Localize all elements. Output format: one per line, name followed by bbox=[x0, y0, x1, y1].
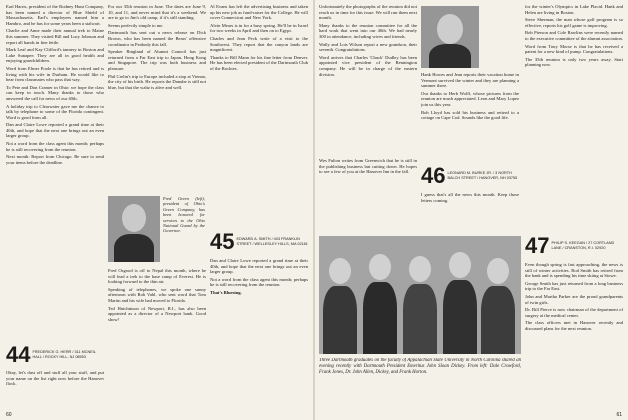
paragraph: Word arrives that Charles 'Chuck' Dudley has been appointed vice president of the Bennington company. He will be in charge of the eastern division. bbox=[319, 54, 417, 77]
paragraph: Alvin Mears is in for a busy spring. He'll be in Israel for two weeks in April and then on to Egypt. bbox=[210, 22, 308, 34]
paragraph: For our 35th reunion in June. The dates are June 9, 10, and 11, and never mind that it's a weekend. We are to go to Jim's old camp, if it's still standing. bbox=[108, 4, 206, 21]
left-page bbox=[0, 0, 313, 420]
paragraph: Wally and Lois Wilson report a new grandson, their seventh. Congratulations. bbox=[319, 41, 417, 53]
paragraph: Thanks to Bill Mann for his fine letter from Denver. He has been elected president of the Dartmouth Club of the Rockies. bbox=[210, 54, 308, 71]
paragraph: Dan and Claire Lowe reported a grand time at their 40th, and hope that the next one brings out an even larger group. bbox=[6, 122, 104, 139]
group-photo bbox=[319, 236, 521, 354]
left-column-3-lower bbox=[210, 258, 308, 388]
paragraph: Even though spring is fast approaching, the news is still of winter activities. Rod Smith has retired from the bank and is spending his time skiing at Stowe. bbox=[525, 262, 623, 279]
paragraph: Dr. Bill Pierce is now chairman of the department of surgery at the medical center. bbox=[525, 307, 623, 318]
class-number: 47 bbox=[525, 233, 550, 258]
paragraph: Earl Harris, president of the Rodney Hunt Company, has been named a director of Blue Shield of Massachusetts. Earl's employees named him a Hambro, and he has for some years been a stalwart. bbox=[6, 4, 104, 26]
class-address-47 bbox=[525, 233, 625, 258]
paragraph: Bob Lloyd has sold his business and retired to a cottage on Cape Cod. Sounds like the good life. bbox=[421, 109, 519, 121]
left-column-1-tail bbox=[6, 370, 104, 414]
class-secretary-address: LEONARD M. BURKE JR. / 3 NORTH BALCH STREET / HANOVER, NH 03755 bbox=[447, 171, 518, 180]
paragraph: The 35th reunion is only two years away. Start planning now. bbox=[525, 56, 623, 68]
left-column-3 bbox=[210, 4, 308, 226]
closing-line: That's Bluesing. bbox=[210, 289, 242, 295]
page-number: 60 bbox=[6, 412, 12, 418]
class-number: 45 bbox=[210, 229, 235, 254]
class-secretary-address: FREDERICK G. HERR / 311 MCNEIL HALL / ROCKY HILL, NJ 08553 bbox=[32, 350, 96, 359]
paragraph: Charles and Jean Peck write of a visit to the Southwest. They report that the canyon lands are magnificent. bbox=[210, 35, 308, 53]
paragraph: Hank Howes and Jean reports their vacation home in Vermont survived the winter and they are planning a summer there. bbox=[421, 72, 519, 89]
paragraph: Okay, let's dust off and stuff all your stuff, and put your name on the list right now before the Hanover flock. bbox=[6, 370, 104, 387]
paragraph: Dartmouth has sent out a news release on Dick Brown, who has been named the Bears' offensive coordinator in Peabody this fall. bbox=[108, 30, 206, 47]
paragraph: Seems perfectly simple to me. bbox=[108, 22, 164, 28]
paragraph: John and Martha Parker are the proud grandparents of twin girls. bbox=[525, 293, 623, 305]
left-column-1 bbox=[6, 4, 104, 338]
paragraph: Al Evans has left the advertising business and taken up his new job as fund-raiser for the College. He will cover Connecticut and New York. bbox=[210, 4, 308, 21]
paragraph: A holiday trip to Clearwater gave me the chance to talk by telephone to some of the Florida contingent. Word is good from all. bbox=[6, 103, 104, 120]
paragraph: Not a word from the class agent this month; perhaps he is still recovering from the reunion. bbox=[210, 276, 308, 288]
right-column-2 bbox=[421, 72, 519, 162]
right-page bbox=[315, 0, 628, 420]
paragraph: Not a word from the class agent this month; perhaps he is still recovering from the reunion. bbox=[6, 141, 104, 152]
group-photo-caption: Three Dartmouth graduates on the faculty of Appalachian State University in North Carolina shared an evening recently with Dartmouth President Emeritus John Sloan Dickey. From left: Dale Crawford, Frank Jones, Dr. John Allen, Dickey, and Frank Horton. bbox=[319, 358, 521, 375]
right-column-1-lower bbox=[319, 158, 417, 198]
portrait-photo bbox=[108, 196, 160, 262]
portrait-photo-right bbox=[421, 6, 479, 68]
paragraph: Ted Hutchinson of Newport, R.I., has also been appointed as a director of a Newport bank. Good show! bbox=[108, 305, 206, 322]
class-number: 44 bbox=[6, 342, 31, 367]
paragraph: for the winter's Olympics in Lake Placid. Hank and Helen are living in Boston. bbox=[525, 4, 623, 15]
paragraph: Fred Osgood is off to Nepal this month, where he will lead a trek to the base camp of Everest. He is looking forward to the thin air. bbox=[108, 268, 206, 285]
right-column-3-lower bbox=[525, 262, 623, 412]
paragraph: The class officers met in Hanover recently and discussed plans for the next reunion. bbox=[525, 320, 623, 331]
paragraph: Steve Sherman, the man whose golf program is so effective, reports his golf game is improving. bbox=[525, 17, 623, 28]
class-secretary-address: EDWARD A. SMITH / 403 FRANKLIN STREET / WELLESLEY HILLS, MA 02181 bbox=[236, 237, 308, 246]
paragraph: Next month: Report from Chicago. Be sure to send your items before the deadline. bbox=[6, 154, 104, 165]
class-number: 46 bbox=[421, 163, 446, 188]
paragraph: Phil Crelin's trip to Europe included a stop at Vienna, the city of his birth. He reports the Danube is still not blue, but that the waltz is alive and well. bbox=[108, 73, 206, 90]
paragraph: Dan and Claire Lowe reported a grand time at their 40th, and hope that the next one brings out an even larger group. bbox=[210, 258, 308, 275]
class-address-45 bbox=[210, 229, 308, 254]
paragraph: Mark Leaf and Kay Clifford's tannery in Boston and Lake Sunapee. They are all in good health and enjoying grandchildren. bbox=[6, 47, 104, 64]
paragraph: Speaker Ringland of Alumni Council has just returned from a Far East trip to Japan, Hong Kong and Singapore. The trip was both business and pleasure. bbox=[108, 49, 206, 71]
page-number: 61 bbox=[616, 412, 622, 418]
paragraph: Speaking of telephones, we spoke one sunny afternoon with Rob Vahl, who sent word that Tom Martin and his wife had moved to Florida. bbox=[108, 286, 206, 303]
paragraph: Word from Tony Morse is that he has received a patent for a new kind of pump. Congratulations. bbox=[525, 43, 623, 55]
paragraph: George Smith has just returned from a long business trip to the Far East. bbox=[525, 280, 623, 292]
paragraph: Unfortunately the photographs of the reunion did not reach us in time for this issue. We will run them next month. bbox=[319, 4, 417, 21]
paragraph: Wes Fulton writes from Greenwich that he is still in the publishing business but cutting down. He hopes to see a few of you at the Hanover Inn in the fall. bbox=[319, 158, 417, 175]
right-column-3 bbox=[525, 4, 623, 230]
right-column-1 bbox=[319, 4, 417, 154]
class-secretary-address: PHILIP S. KEEGAN / 27 CORTLAND LANE / CRANSTON, R.I. 02920 bbox=[551, 241, 615, 250]
paragraph: Bob Pierson and Cole Rawlins were recently named to the executive committee of the alumni association. bbox=[525, 30, 623, 41]
left-column-2-lower bbox=[108, 268, 206, 414]
paragraph: I guess that's all the news this month. Keep those letters coming. bbox=[421, 192, 519, 203]
paragraph: Our thanks to Herb Wolff, whose pictures from the reunion are much appreciated. Leon and Mary Lopez join us this year. bbox=[421, 90, 519, 107]
left-column-2 bbox=[108, 4, 206, 194]
paragraph: Many thanks to the reunion committee for all the hard work that went into our 40th. We had nearly 300 in attendance, including wives and friends. bbox=[319, 22, 417, 39]
class-address-44 bbox=[6, 342, 104, 367]
paragraph: Charlie and Anne made their annual trek to Maine this summer. They visited Bill and Lucy Johnson and report all hands in fine fettle. bbox=[6, 28, 104, 45]
paragraph: To Pete and Don Cramer in Ohio: we hope the class can keep in touch. Many thanks to those who answered the call for news of our 40th. bbox=[6, 84, 104, 101]
class-address-46 bbox=[421, 163, 521, 188]
portrait-caption: Fred Green (left), president of Ohio's Green Company, has been honored for services to the Ohio National Guard by the Governor. bbox=[163, 196, 205, 234]
paragraph: Word from Elmer Poole is that he has retired and is living with his wife in Durham. He would like to hear from classmates who pass that way. bbox=[6, 65, 104, 83]
right-column-2-lower bbox=[421, 192, 519, 232]
